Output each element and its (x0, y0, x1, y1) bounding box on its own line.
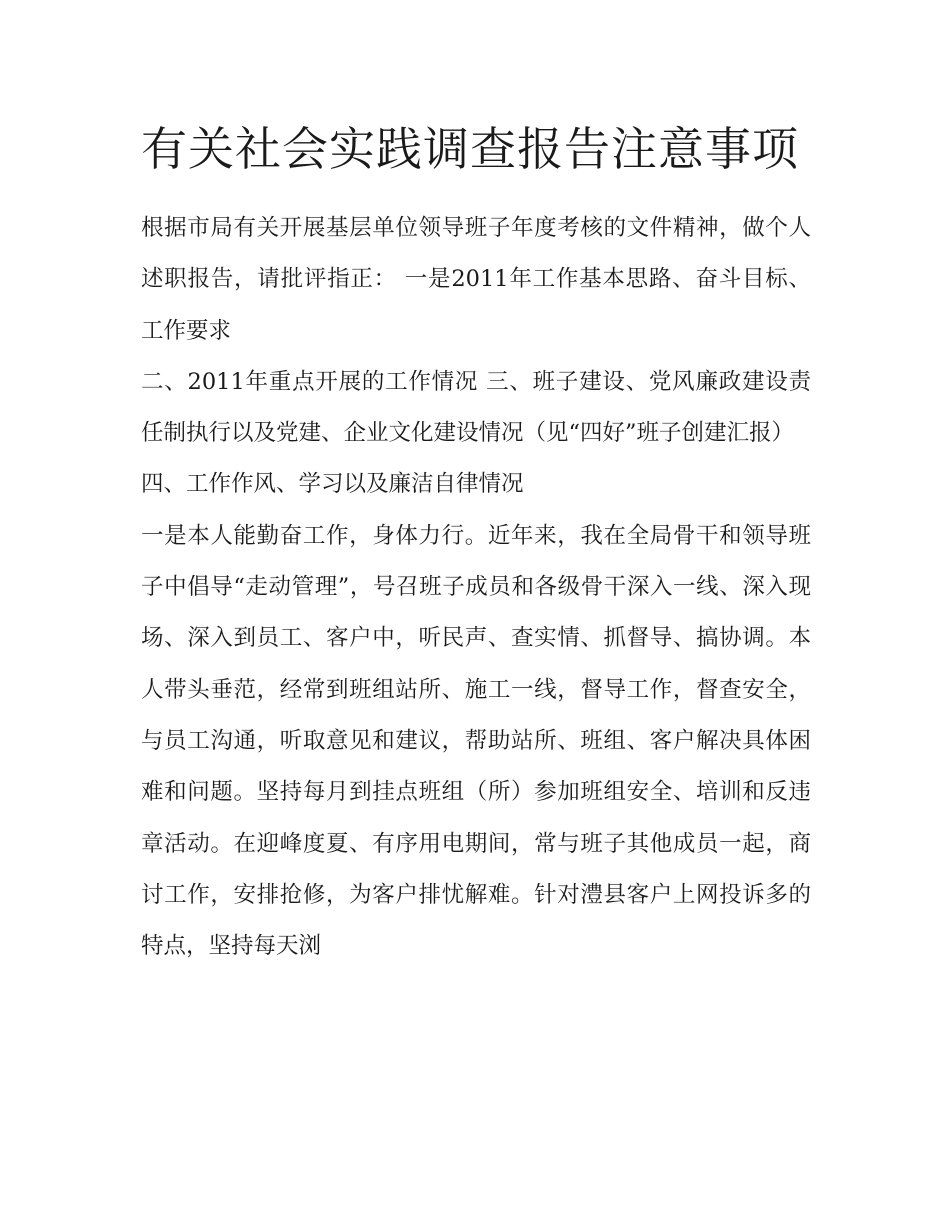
paragraph-body: 一是本人能勤奋工作，身体力行。近年来，我在全局骨干和领导班子中倡导“走动管理”，号召班子成员和各级骨干深入一线、深入现场、深入到员工、客户中，听民声、查实情、抓督导、搞协调。本人带头垂范，经常到班组站所、施工一线，督导工作，督查安全，与员工沟通，听取意见和建议，帮助站所、班组、客户解决具体困难和问题。坚持每月到挂点班组（所）参加班组安全、培训和反违章活动。在迎峰度夏、有序用电期间，常与班子其他成员一起，商讨工作，安排抢修，为客户排忧解难。针对澧县客户上网投诉多的特点，坚持每天浏 (141, 522, 811, 960)
document-title: 有关社会实践调查报告注意事项 (141, 122, 799, 176)
paragraph-section-two-three: 二、2011年重点开展的工作情况 三、班子建设、党风廉政建设责任制执行以及党建、企业文化建设情况（见“四好”班子创建汇报） (141, 368, 811, 447)
paragraph-section-four: 四、工作作风、学习以及廉洁自律情况 (141, 471, 524, 498)
document-page (141, 112, 811, 972)
paragraph-intro: 根据市局有关开展基层单位领导班子年度考核的文件精神，做个人述职报告，请批评指正： 一是2011年工作基本思路、奋斗目标、工作要求 (141, 215, 811, 344)
